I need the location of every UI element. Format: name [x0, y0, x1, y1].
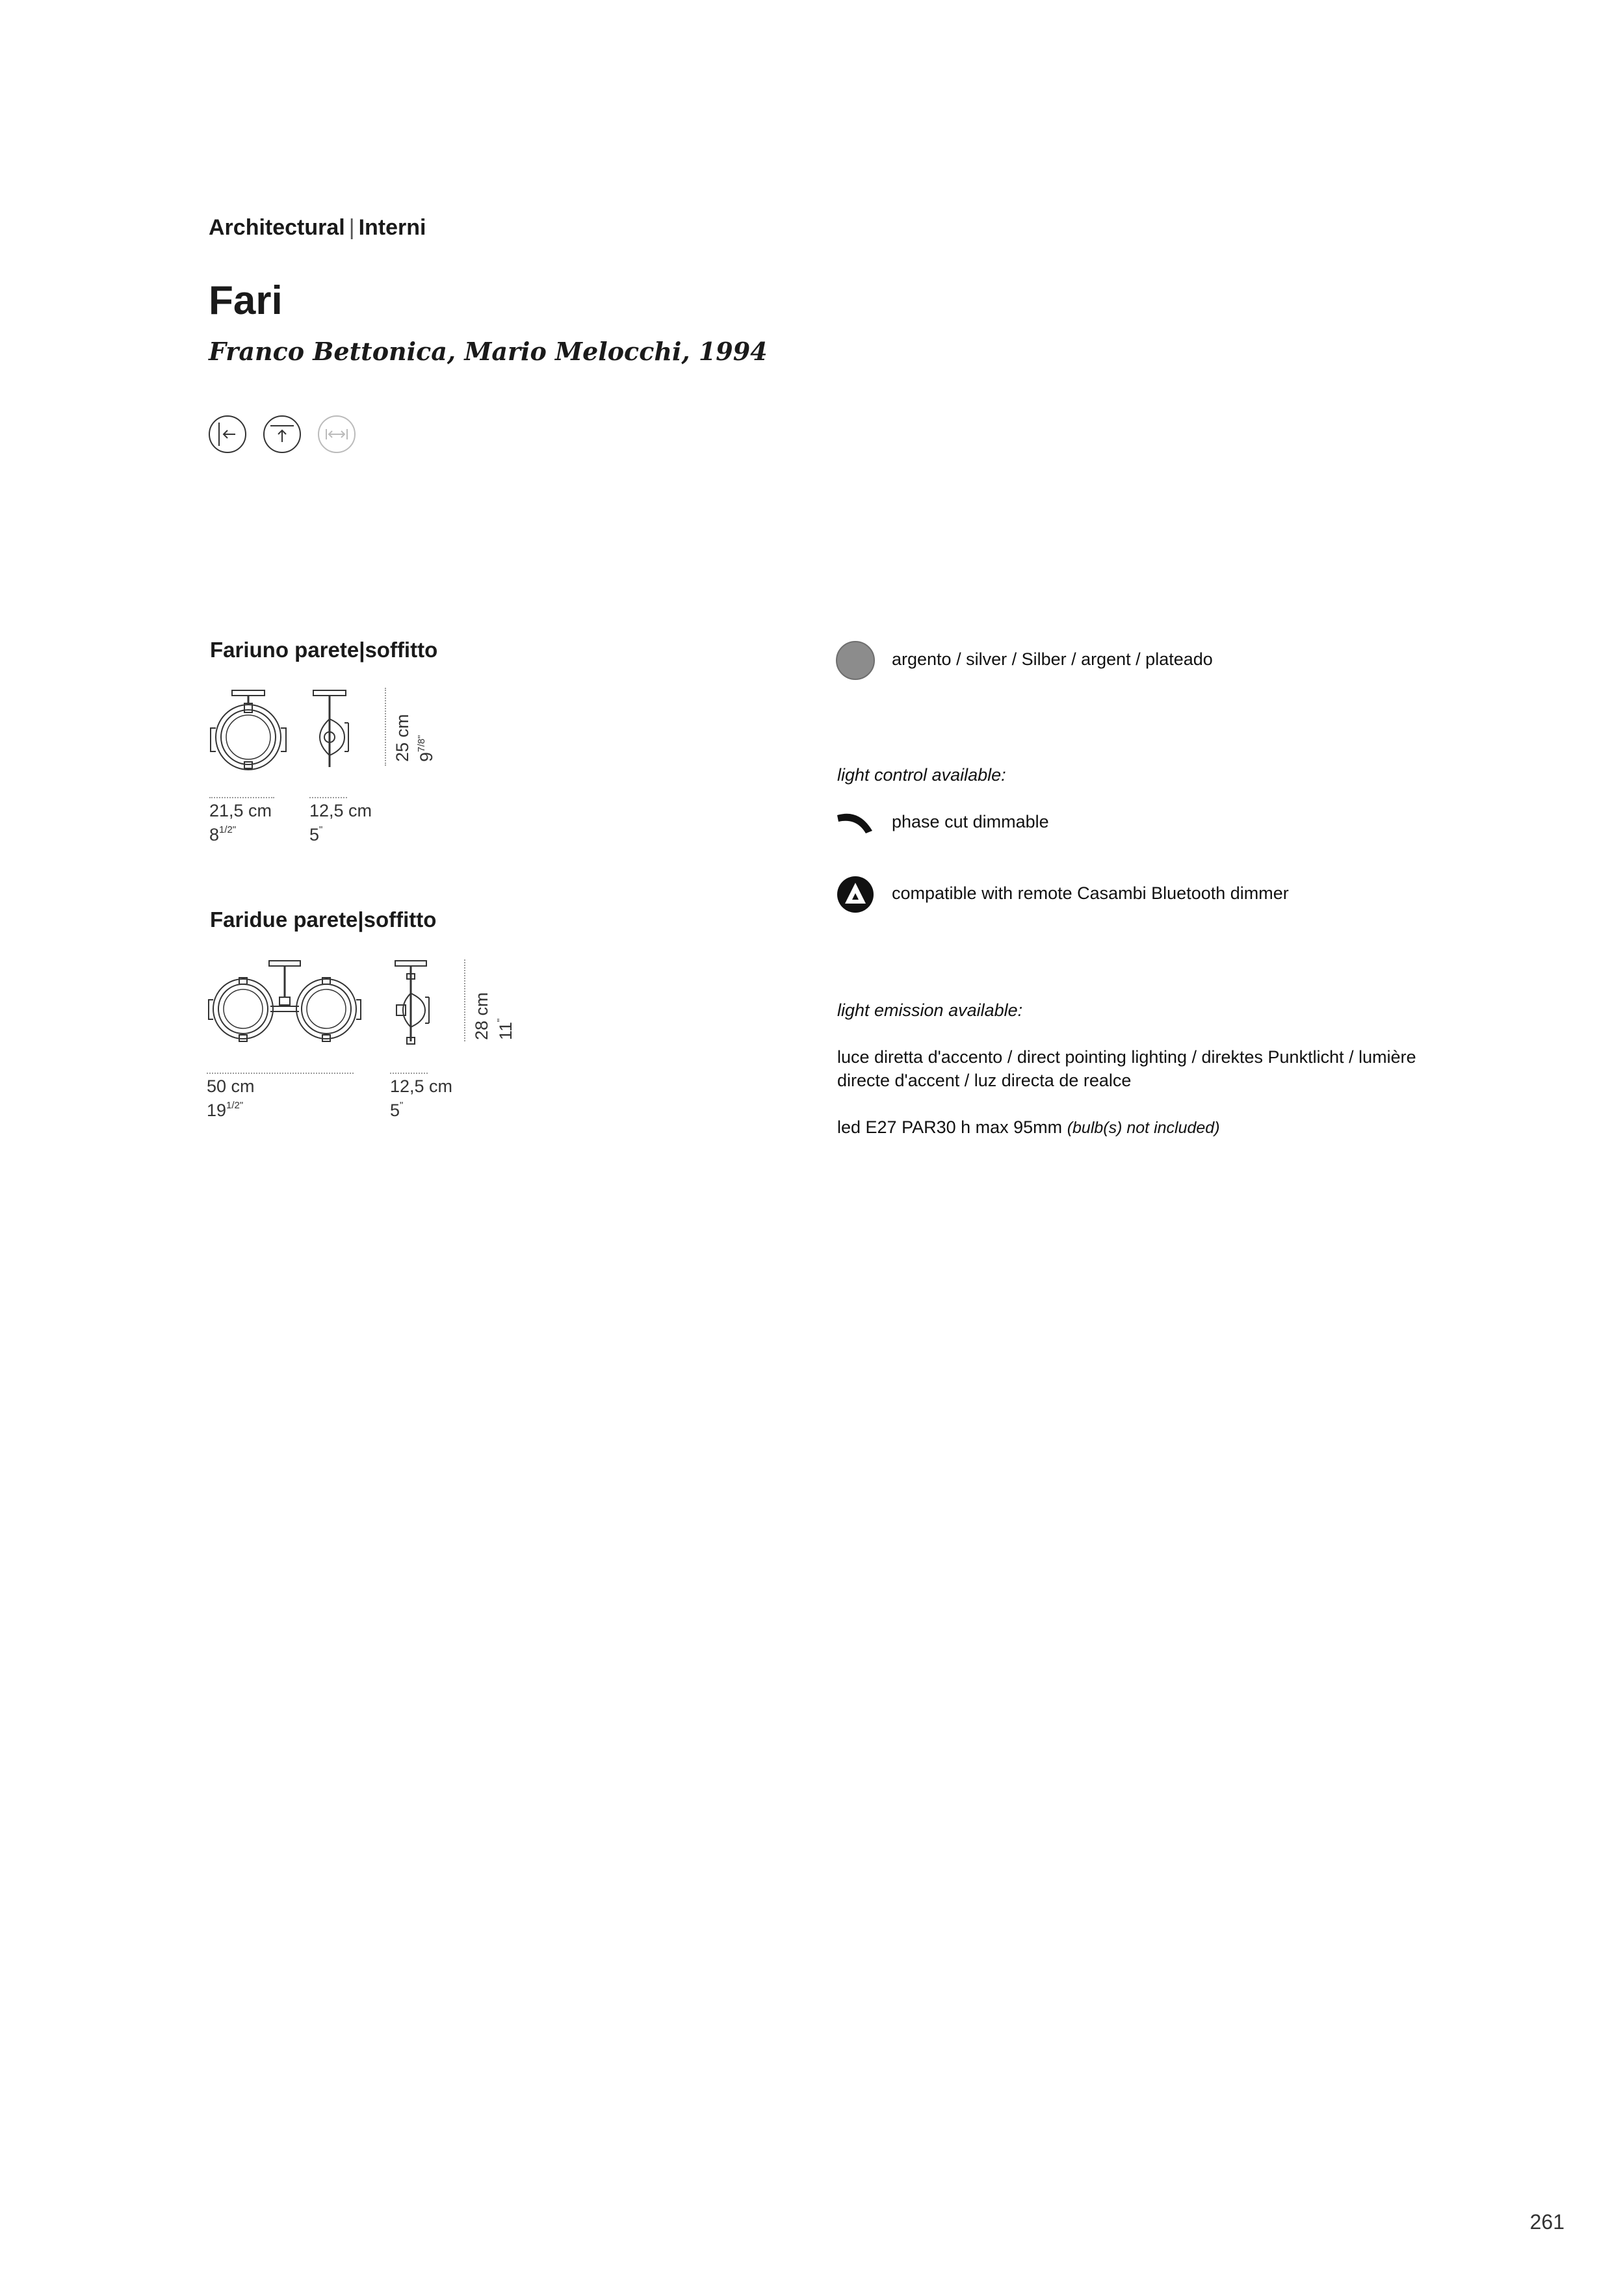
wall-mount-icon	[208, 415, 247, 454]
mount-icons	[208, 415, 356, 454]
category-label: Architectural	[209, 215, 345, 240]
adjustable-icon	[317, 415, 356, 454]
fariuno-width-line	[209, 797, 274, 798]
light-source	[837, 1115, 1220, 1140]
page-number: 261	[1529, 2210, 1565, 2234]
light-source-spec: led E27 PAR30 h max 95mm	[837, 1117, 1063, 1137]
light-emission-description-line2: directe d'accent / luz directa de realce	[837, 1071, 1132, 1090]
model-2-name: Faridue parete|soffitto	[210, 907, 437, 932]
product-designer: Franco Bettonica, Mario Melocchi, 1994	[209, 337, 768, 366]
fariuno-width-cm: 21,5 cm	[209, 801, 272, 820]
phase-cut-dimmable-label: phase cut dimmable	[892, 812, 1049, 831]
faridue-height-in: 11"	[495, 1018, 515, 1040]
faridue-width-line	[207, 1073, 354, 1074]
fariuno-height-cm: 25 cm	[393, 714, 412, 762]
ceiling-mount-icon	[263, 415, 302, 454]
faridue-depth-in: 5"	[390, 1100, 404, 1120]
light-emission-heading: light emission available:	[837, 1000, 1023, 1020]
product-title: Fari	[209, 278, 283, 323]
faridue-depth-line	[390, 1073, 428, 1074]
faridue-width-cm: 50 cm	[207, 1076, 255, 1096]
fariuno-depth-in: 5"	[309, 824, 323, 844]
model-1-name: Fariuno parete|soffitto	[210, 638, 438, 662]
fariuno-front-drawing	[209, 689, 287, 775]
light-emission-description-line1: luce diretta d'accento / direct pointing lighting / direktes Punktlicht / lumière	[837, 1047, 1416, 1067]
faridue-front-drawing	[207, 959, 363, 1048]
category-header	[209, 215, 426, 241]
phase-cut-dimmable-icon	[836, 809, 875, 835]
finish-label: argento / silver / Silber / argent / plateado	[892, 649, 1213, 669]
light-control-heading: light control available:	[837, 765, 1006, 785]
casambi-icon	[836, 875, 875, 914]
light-source-note: (bulb(s) not included)	[1067, 1119, 1220, 1137]
subcategory-label: Interni	[358, 215, 426, 240]
category-separator: |	[348, 215, 355, 240]
finish-color-swatch	[836, 641, 875, 680]
faridue-width-in: $19^{1/2"}$	[207, 1100, 244, 1120]
faridue-height-cm: 28 cm	[472, 992, 491, 1040]
fariuno-width-in: $8^{1/2"}$	[209, 824, 237, 844]
faridue-height-line	[464, 959, 465, 1041]
fariuno-height-in: $9^{7/8"}$	[416, 735, 436, 762]
casambi-label: compatible with remote Casambi Bluetooth dimmer	[892, 883, 1289, 903]
fariuno-depth-cm: 12,5 cm	[309, 801, 372, 820]
fariuno-depth-line	[309, 797, 347, 798]
fariuno-side-drawing	[305, 689, 357, 775]
fariuno-height-line	[385, 688, 386, 766]
faridue-side-drawing	[386, 959, 438, 1048]
faridue-depth-cm: 12,5 cm	[390, 1076, 453, 1096]
